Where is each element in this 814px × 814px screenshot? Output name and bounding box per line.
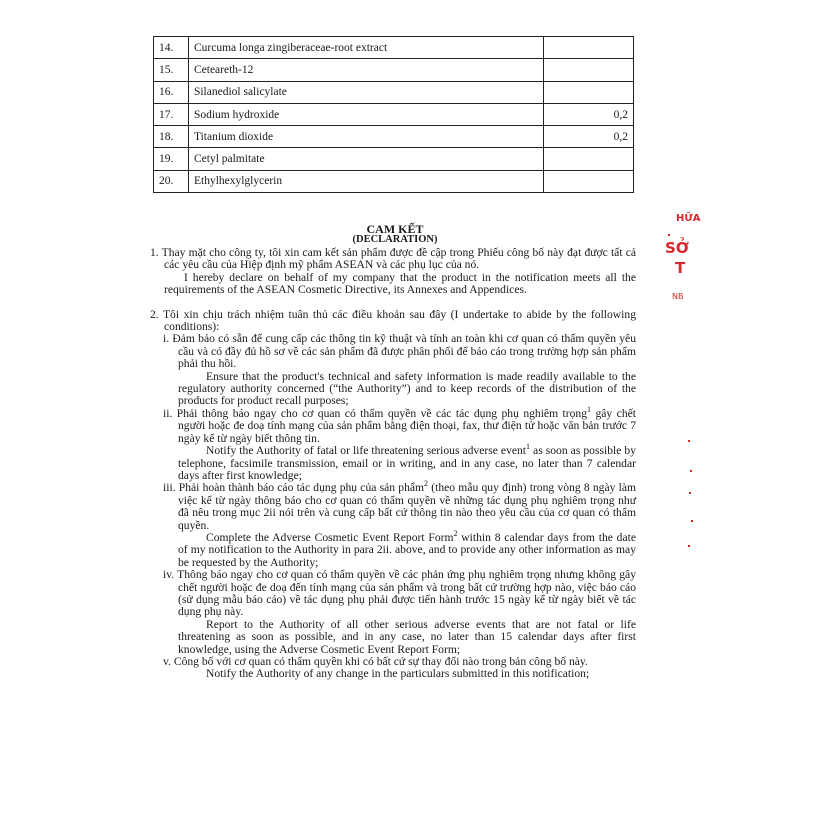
stamp-dot: [688, 545, 690, 547]
declaration-body: [150, 247, 636, 681]
row-number: 20.: [154, 170, 189, 192]
ingredient-name: Curcuma longa zingiberaceae-root extract: [188, 37, 543, 59]
footnote-ref: 1: [587, 405, 592, 415]
row-number: 17.: [154, 103, 189, 125]
ingredient-percent: [544, 37, 634, 59]
clause-2iii-vi: iii. Phải hoàn thành báo cáo tác dụng phụ của sản phẩm$^2$ (theo mẫu quy định) trong vòng 8 ngày làm việc kể từ ngày thông báo cho cơ quan có thẩm quyền về những tác dụng phụ nghiêm trọng như đã nêu trong mục 2ii nói trên và cung cấp bất cứ thông tin nào theo yêu cầu của cơ quan có thẩm quyền.: [163, 479, 636, 532]
clause-2i-en: Ensure that the product's technical and safety information is made readily available to the regulatory authority concerned (“the Authority”) and to keep records of the distribution of the products for product recall purposes;: [178, 369, 636, 408]
ingredient-percent: 0,2: [544, 126, 634, 148]
footnote-ref: 1: [526, 442, 531, 452]
stamp-dot: [689, 492, 691, 494]
row-number: 19.: [154, 148, 189, 170]
footnote-ref: 2: [453, 529, 458, 539]
clause-2v-vi: v. Công bố với cơ quan có thẩm quyền khi có bất cứ sự thay đổi nào trong bản công bố này.: [163, 655, 588, 668]
clause-2iv-en: Report to the Authority of all other serious adverse events that are not fatal or life threatening as soon as possible, and in any case, no later than 15 calendar days after first knowledge, using the Adverse Cosmetic Event Report Form;: [178, 617, 636, 656]
table-row: [154, 37, 634, 59]
stamp-text: SỞ: [665, 239, 689, 257]
clause-1-en: I hereby declare on behalf of my company that the product in the notification meets all the requirements of the ASEAN Cosmetic Directive, its Annexes and Appendices.: [164, 270, 636, 297]
clause-2iv-vi: iv. Thông báo ngay cho cơ quan có thẩm quyền về các phản ứng phụ nghiêm trọng nhưng không gây chết người hoặc đe doạ đến tính mạng của sản phẩm và trong bất cứ trường hợp nào, việc báo cáo (sử dụng mẫu báo cáo) về tác dụng phụ phải được tiến hành trước 15 ngày kể từ ngày biết về tác dụng phụ này.: [163, 568, 636, 619]
row-number: 18.: [154, 126, 189, 148]
ingredient-name: Sodium hydroxide: [188, 103, 543, 125]
stamp-dot: [688, 440, 690, 442]
ingredient-name: Ethylhexylglycerin: [188, 170, 543, 192]
stamp-dot: [691, 520, 693, 522]
stamp-text: NB: [672, 292, 684, 301]
clause-2ii-vi: ii. Phải thông báo ngay cho cơ quan có thẩm quyền về các tác dụng phụ nghiêm trọng$^1$ gây chết người hoặc đe doạ tính mạng của sản phẩm bằng điện thoại, fax, thư điện tử hoặc văn bản trước 7 ngày kể từ ngày biết thông tin.: [163, 405, 636, 445]
ingredient-percent: 0,2: [544, 103, 634, 125]
stamp-dot: [690, 470, 692, 472]
table-row: [154, 59, 634, 81]
stamp-text: T: [675, 259, 686, 277]
ingredient-percent: [544, 170, 634, 192]
clause-1-vi: 1. Thay mặt cho công ty, tôi xin cam kết sản phẩm được đề cập trong Phiếu công bố này đạt được tất cả các yêu cầu của Hiệp định mỹ phẩm ASEAN và các phụ lục của nó.: [150, 246, 636, 272]
clause-2i-vi: i. Đảm bảo có sẵn để cung cấp các thông tin kỹ thuật và tính an toàn khi cơ quan có thẩm quyền yêu cầu và có đầy đủ hồ sơ về các sản phẩm đã được phân phối để báo cáo trong trường hợp sản phẩm phải thu hồi.: [163, 332, 636, 371]
row-number: 16.: [154, 81, 189, 103]
ingredient-percent: [544, 148, 634, 170]
clause-2iii-en: Complete the Adverse Cosmetic Event Report Form$^2$ within 8 calendar days from the date of my notification to the Authority in para 2ii. above, and to provide any other information as may be requested by the Authority;: [178, 529, 636, 569]
ingredient-name: Titanium dioxide: [188, 126, 543, 148]
row-number: 14.: [154, 37, 189, 59]
row-number: 15.: [154, 59, 189, 81]
ingredients-table: [153, 36, 634, 193]
clause-2ii-en: Notify the Authority of fatal or life threatening serious adverse event$^1$ as soon as possible by telephone, facsimile transmission, email or in writing, and in any case, no later than 7 calendar days after first knowledge;: [178, 442, 636, 482]
footnote-ref: 2: [424, 479, 429, 489]
declaration-subtitle: (DECLARATION): [352, 234, 438, 245]
ingredient-name: Ceteareth-12: [188, 59, 543, 81]
ingredient-percent: [544, 59, 634, 81]
clause-2-vi: 2. Tôi xin chịu trách nhiệm tuân thủ các điều khoản sau đây (I undertake to abide by the following conditions):: [150, 307, 636, 334]
clause-2v-en: Notify the Authority of any change in the particulars submitted in this notification;: [206, 667, 590, 681]
stamp-text: HỮA: [676, 213, 701, 224]
table-row: [154, 126, 634, 148]
table-row: [154, 148, 634, 170]
ingredient-name: Silanediol salicylate: [188, 81, 543, 103]
ingredient-name: Cetyl palmitate: [188, 148, 543, 170]
table-row: [154, 81, 634, 103]
table-row: [154, 103, 634, 125]
stamp-dot: [668, 234, 670, 236]
ingredient-percent: [544, 81, 634, 103]
declaration-title: CAM KẾT: [366, 222, 424, 236]
table-row: [154, 170, 634, 192]
